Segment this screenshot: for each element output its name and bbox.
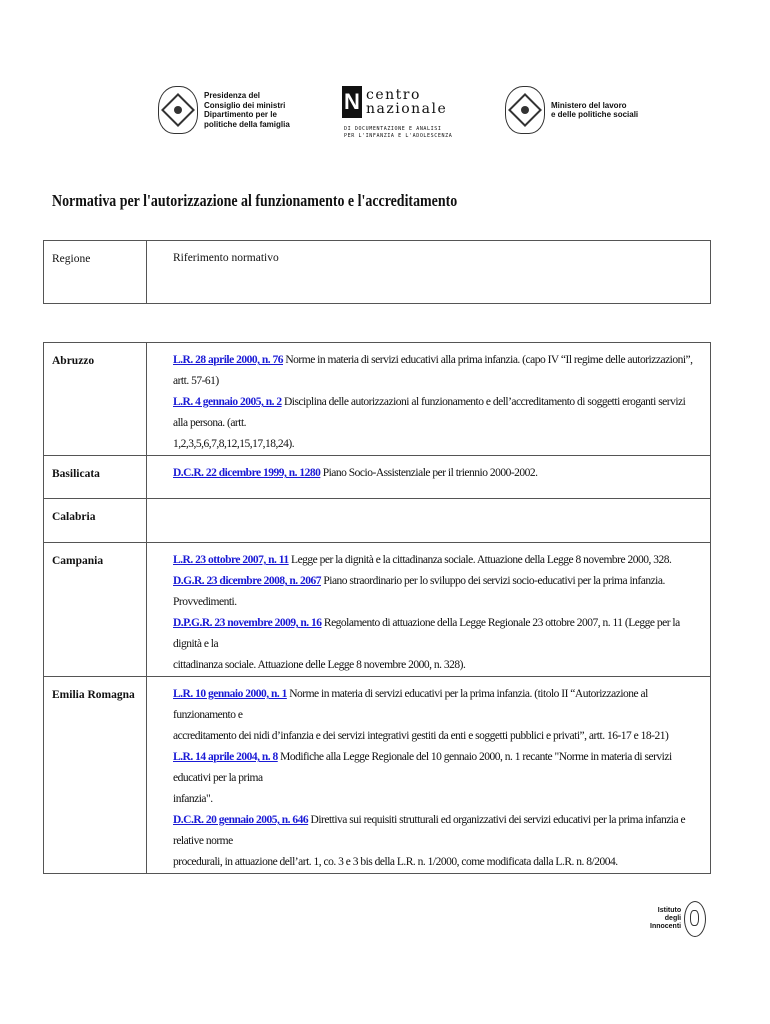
table-row: [44, 343, 711, 456]
innocenti-emblem-icon: [684, 901, 706, 937]
header-table: [43, 240, 711, 304]
centro-nazionale-line1: centro: [366, 87, 421, 103]
republic-emblem-icon: [505, 86, 545, 134]
istituto-innocenti-logo: [650, 901, 706, 937]
law-link[interactable]: L.R. 28 aprile 2000, n. 76: [173, 354, 283, 366]
reference-cell: L.R. 28 aprile 2000, n. 76 Norme in materia di servizi educativi alla prima infanzia. (capo IV “Il regime delle autorizzazioni”, artt. 57-61) L.R. 4 gennaio 2005, n. 2 Disciplina delle autorizzazioni al funzionamento e dell’accreditamento di soggetti eroganti servizi alla persona. (artt. 1,2,3,5,6,7,8,12,15,17,18,24).: [147, 343, 711, 456]
table-row: [44, 543, 711, 677]
reference-cell: L.R. 10 gennaio 2000, n. 1 Norme in materia di servizi educativi per la prima infanzia. (titolo II “Autorizzazione al funzionamento e accreditamento dei nidi d’infanzia e dei servizi integrativi gestiti da enti e soggetti pubblici e privati”, artt. 16-17 e 18-21) L.R. 14 aprile 2004, n. 8 Modifiche alla Legge Regionale del 10 gennaio 2000, n. 1 recante "Norme in materia di servizi educativi per la prima infanzia". D.C.R. 20 gennaio 2005, n. 646 Direttiva sui requisiti strutturali ed organizzativi dei servizi educativi per la prima infanzia e relative norme procedurali, in attuazione dell’art. 1, co. 3 e 3 bis della L.R. n. 1/2000, come modificata dalla L.R. n. 8/2004.: [147, 677, 711, 874]
region-cell: Calabria: [44, 499, 147, 543]
centro-nazionale-sub1: DI DOCUMENTAZIONE E ANALISI: [344, 126, 442, 132]
region-cell: Campania: [44, 543, 147, 677]
region-cell: Abruzzo: [44, 343, 147, 456]
regulations-table: [43, 342, 711, 874]
republic-emblem-icon: [158, 86, 198, 134]
law-link[interactable]: D.G.R. 23 dicembre 2008, n. 2067: [173, 575, 321, 587]
istituto-innocenti-logo-text: Istituto degli Innocenti: [650, 907, 682, 930]
reference-cell: [147, 499, 711, 543]
reference-cell: L.R. 23 ottobre 2007, n. 11 Legge per la dignità e la cittadinanza sociale. Attuazione della Legge 8 novembre 2000, 328. D.G.R. 23 dicembre 2008, n. 2067 Piano straordinario per lo sviluppo dei servizi socio-educativi per la prima infanzia. Provvedimenti. D.P.G.R. 23 novembre 2009, n. 16 Regolamento di attuazione della Legge Regionale 23 ottobre 2007, n. 11 (Legge per la dignità e la cittadinanza sociale. Attuazione delle Legge 8 novembre 2000, n. 328).: [147, 543, 711, 677]
law-link[interactable]: L.R. 4 gennaio 2005, n. 2: [173, 396, 282, 408]
table-row: [44, 677, 711, 874]
presidenza-logo-text: Presidenza del Consiglio dei ministri Dipartimento per le politiche della famiglia: [204, 91, 290, 129]
reference-cell: D.C.R. 22 dicembre 1999, n. 1280 Piano Socio-Assistenziale per il triennio 2000-2002.: [147, 456, 711, 499]
header-cell-reference: Riferimento normativo: [147, 241, 711, 304]
region-cell: Basilicata: [44, 456, 147, 499]
table-row: [44, 499, 711, 543]
region-cell: Emilia Romagna: [44, 677, 147, 874]
page-title: Normativa per l'autorizzazione al funzionamento e l'accreditamento: [52, 191, 458, 210]
header-cell-region: Regione: [44, 241, 147, 304]
law-link[interactable]: L.R. 14 aprile 2004, n. 8: [173, 751, 278, 763]
law-link[interactable]: D.P.G.R. 23 novembre 2009, n. 16: [173, 617, 322, 629]
table-row: [44, 456, 711, 499]
ministero-logo-text: Ministero del lavoro e delle politiche sociali: [551, 100, 639, 119]
ministero-logo: [505, 86, 638, 134]
centro-nazionale-mark-icon: N: [342, 86, 362, 118]
law-link[interactable]: D.C.R. 22 dicembre 1999, n. 1280: [173, 467, 321, 479]
presidenza-logo: [158, 86, 290, 134]
law-link[interactable]: L.R. 23 ottobre 2007, n. 11: [173, 554, 289, 566]
centro-nazionale-line2: nazionale: [366, 101, 448, 117]
law-link[interactable]: D.C.R. 20 gennaio 2005, n. 646: [173, 814, 309, 826]
law-link[interactable]: L.R. 10 gennaio 2000, n. 1: [173, 688, 287, 700]
centro-nazionale-sub2: PER L'INFANZIA E L'ADOLESCENZA: [344, 133, 453, 139]
